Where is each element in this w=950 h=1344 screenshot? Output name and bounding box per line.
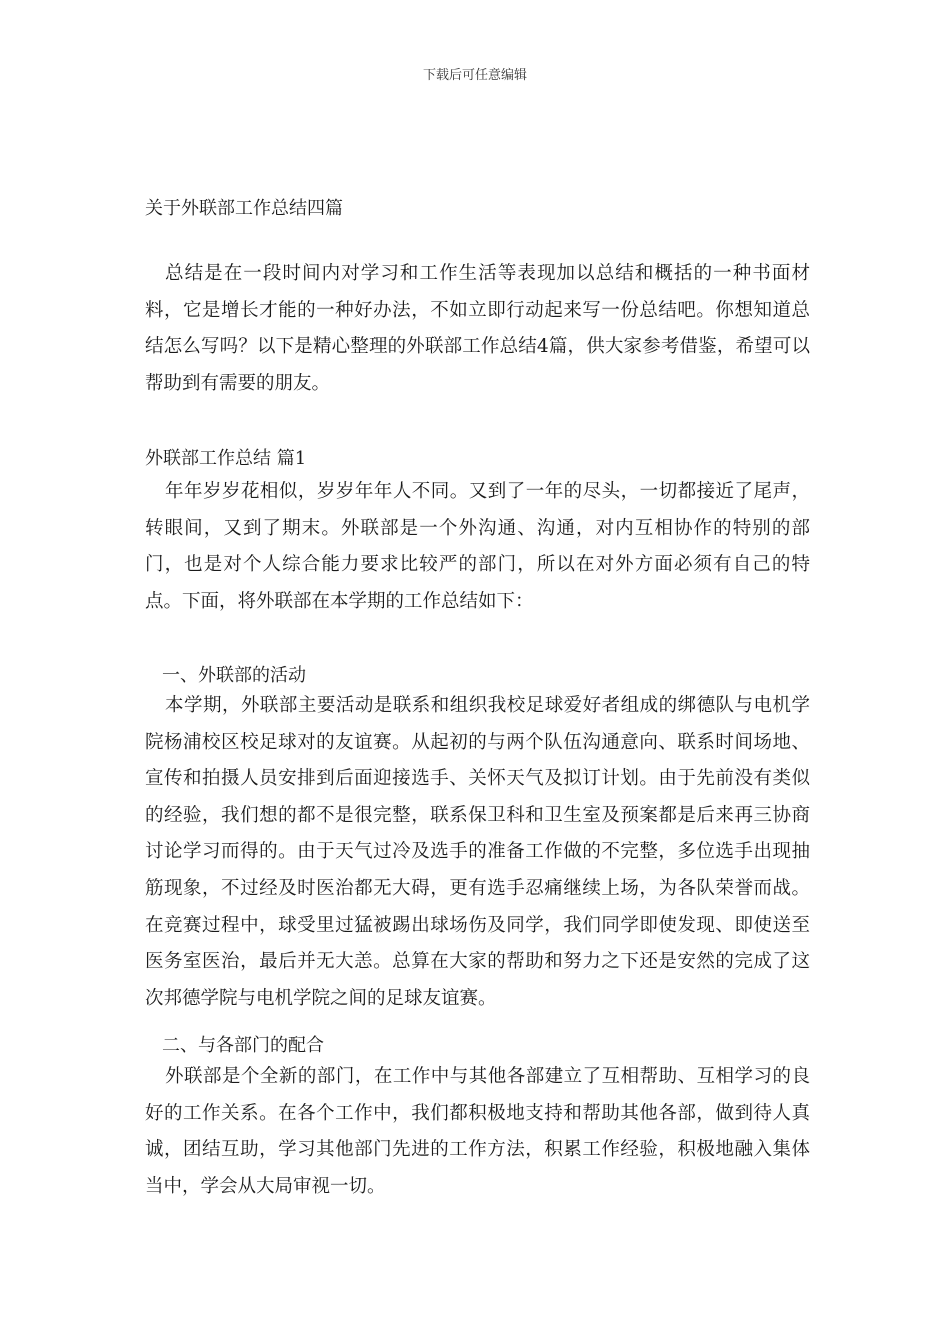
part-1-heading: 一、外联部的活动 (162, 665, 306, 686)
part-2-paragraph: 外联部是个全新的部门，在工作中与其他各部建立了互相帮助、互相学习的良好的工作关系。在各个工作中，我们都积极地支持和帮助其他各部，做到待人真诚，团结互助，学习其他部门先进的工作方法，积累工作经验，积极地融入集体当中，学会从大局审视一切。 (145, 1066, 810, 1197)
part-1-paragraph: 本学期，外联部主要活动是联系和组织我校足球爱好者组成的绑德队与电机学院杨浦校区校足球对的友谊赛。从起初的与两个队伍沟通意向、联系时间场地、宣传和拍摄人员安排到后面迎接选手、关怀天气及拟订计划。由于先前没有类似的经验，我们想的都不是很完整，联系保卫科和卫生室及预案都是后来再三协商讨论学习而得的。由于天气过冷及选手的准备工作做的不完整，多位选手出现抽筋现象，不过经及时医治都无大碍，更有选手忍痛继续上场，为各队荣誉而战。在竞赛过程中，球受里过猛被踢出球场伤及同学，我们同学即使发现、即使送至医务室医治，最后并无大恙。总算在大家的帮助和努力之下还是安然的完成了这次邦德学院与电机学院之间的足球友谊赛。 (145, 695, 810, 1009)
section-1-heading: 外联部工作总结 篇1 (145, 448, 307, 469)
part-2-heading: 二、与各部门的配合 (162, 1035, 324, 1056)
document-title: 关于外联部工作总结四篇 (145, 198, 343, 219)
intro-paragraph: 总结是在一段时间内对学习和工作生活等表现加以总结和概括的一种书面材料，它是增长才能的一种好办法，不如立即行动起来写一份总结吧。你想知道总结怎么写吗？以下是精心整理的外联部工作总结4篇，供大家参考借鉴，希望可以帮助到有需要的朋友。 (145, 263, 810, 394)
section-1-paragraph: 年年岁岁花相似，岁岁年年人不同。又到了一年的尽头，一切都接近了尾声，转眼间，又到了期末。外联部是一个外沟通、沟通，对内互相协作的特别的部门，也是对个人综合能力要求比较严的部门，所以在对外方面必须有自己的特点。下面，将外联部在本学期的工作总结如下： (145, 481, 810, 612)
page-header: 下载后可任意编辑 (422, 68, 527, 83)
